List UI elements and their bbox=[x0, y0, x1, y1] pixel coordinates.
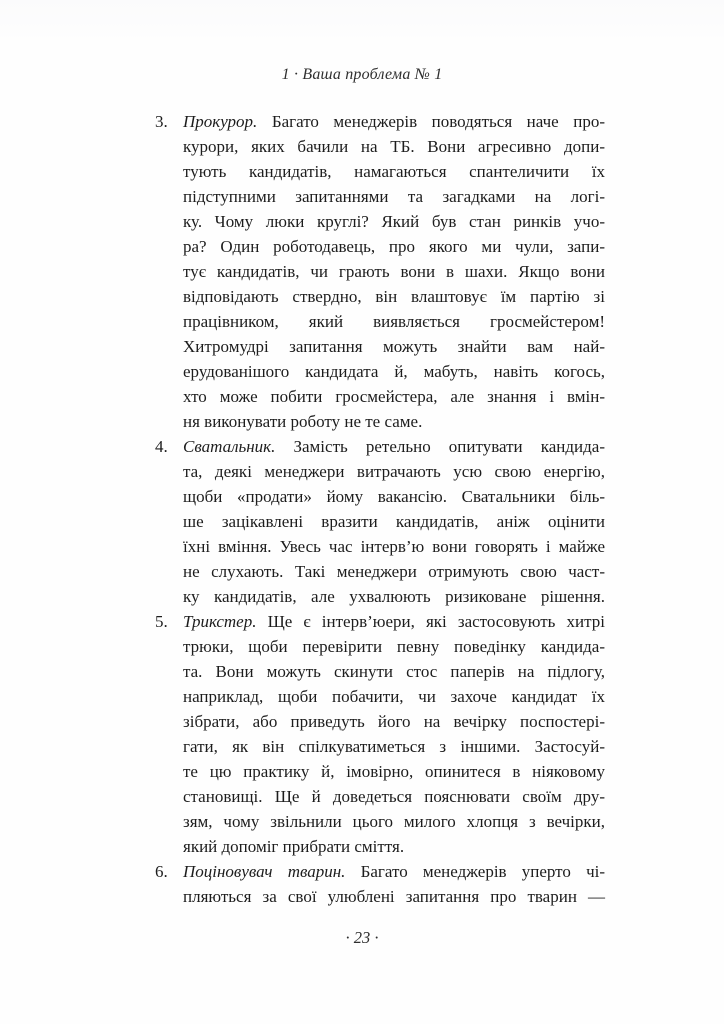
text-line: та, деякі менеджери витрачають усю свою енергію, bbox=[183, 462, 605, 481]
line-text: Ще є інтерв’юери, які застосовують хитрі bbox=[267, 612, 605, 631]
text-line: становищі. Ще й доведеться пояснювати своїм дру- bbox=[183, 787, 605, 806]
text-line: підступними запитаннями та загадками на логі- bbox=[183, 187, 605, 206]
text-line: ерудованішого кандидата й, мабуть, навіть когось, bbox=[183, 362, 605, 381]
text-line: зібрати, або приведуть його на вечірку поспостері- bbox=[183, 712, 605, 731]
line-text: Замість ретельно опитувати кандида- bbox=[293, 437, 605, 456]
item-lead: Поціновувач тварин. bbox=[183, 862, 346, 881]
text-line: ку. Чому люки круглі? Який був стан ринків учо- bbox=[183, 212, 605, 231]
item-lead: Трикстер. bbox=[183, 612, 257, 631]
text-line: те цю практику й, імовірно, опинитеся в ніяковому bbox=[183, 762, 605, 781]
text-line: не слухають. Такі менеджери отримують свою част- bbox=[183, 562, 605, 581]
text-line bbox=[183, 434, 605, 459]
text-line: Хитромудрі запитання можуть знайти вам най- bbox=[183, 337, 605, 356]
item-lead: Сватальник. bbox=[183, 437, 276, 456]
text-line: працівником, який виявляється гросмейстером! bbox=[183, 312, 605, 331]
line-text: Багато менеджерів поводяться наче про- bbox=[271, 112, 605, 131]
running-header: 1 · Ваша проблема № 1 bbox=[281, 66, 443, 83]
text-line: та. Вони можуть скинути стос паперів на підлогу, bbox=[183, 662, 605, 681]
text-line: трюки, щоби перевірити певну поведінку кандида- bbox=[183, 637, 605, 656]
numbered-list bbox=[155, 109, 605, 909]
text-line: пляються за свої улюблені запитання про тварин — bbox=[183, 887, 605, 906]
text-line bbox=[183, 859, 605, 884]
text-line: щоби «продати» йому вакансію. Сватальники біль- bbox=[183, 487, 605, 506]
text-line: курори, яких бачили на ТБ. Вони агресивно допи- bbox=[183, 137, 605, 156]
text-line bbox=[183, 109, 605, 134]
item-number: 5. bbox=[155, 612, 168, 631]
item-body bbox=[183, 859, 605, 909]
page-number: · 23 · bbox=[345, 928, 379, 947]
text-line: наприклад, щоби побачити, чи захоче кандидат їх bbox=[183, 687, 605, 706]
text-line: тує кандидатів, чи грають вони в шахи. Якщо вони bbox=[183, 262, 605, 281]
item-number: 6. bbox=[155, 862, 168, 881]
text-line: який допоміг прибрати сміття. bbox=[183, 837, 405, 856]
text-line: хто може побити гросмейстера, але знання і вмін- bbox=[183, 387, 605, 406]
text-line: ше зацікавлені вразити кандидатів, аніж оцінити bbox=[183, 512, 605, 531]
item-number: 3. bbox=[155, 112, 168, 131]
line-text: Багато менеджерів уперто чі- bbox=[360, 862, 605, 881]
text-line: зям, чому звільнили цього милого хлопця з вечірки, bbox=[183, 812, 605, 831]
text-line: їхні вміння. Увесь час інтерв’ю вони говорять і майже bbox=[183, 537, 605, 556]
text-line: тують кандидатів, намагаються спантеличити їх bbox=[183, 162, 605, 181]
text-line: ра? Один роботодавець, про якого ми чули, запи- bbox=[183, 237, 605, 256]
list-item bbox=[155, 109, 605, 434]
text-line: ня виконувати роботу не те саме. bbox=[183, 412, 423, 431]
item-number: 4. bbox=[155, 437, 168, 456]
text-line: гати, як він спілкуватиметься з іншими. Застосуй- bbox=[183, 737, 605, 756]
item-body bbox=[183, 609, 605, 859]
list-item bbox=[155, 434, 605, 609]
item-lead: Прокурор. bbox=[183, 112, 258, 131]
text-line: ку кандидатів, але ухвалюють ризиковане рішення. bbox=[183, 587, 605, 606]
list-item bbox=[155, 859, 605, 909]
text-line bbox=[183, 609, 605, 634]
item-body bbox=[183, 109, 605, 434]
list-item bbox=[155, 609, 605, 859]
item-body bbox=[183, 434, 605, 609]
text-line: відповідають ствердно, він влаштовує їм партію зі bbox=[183, 287, 605, 306]
